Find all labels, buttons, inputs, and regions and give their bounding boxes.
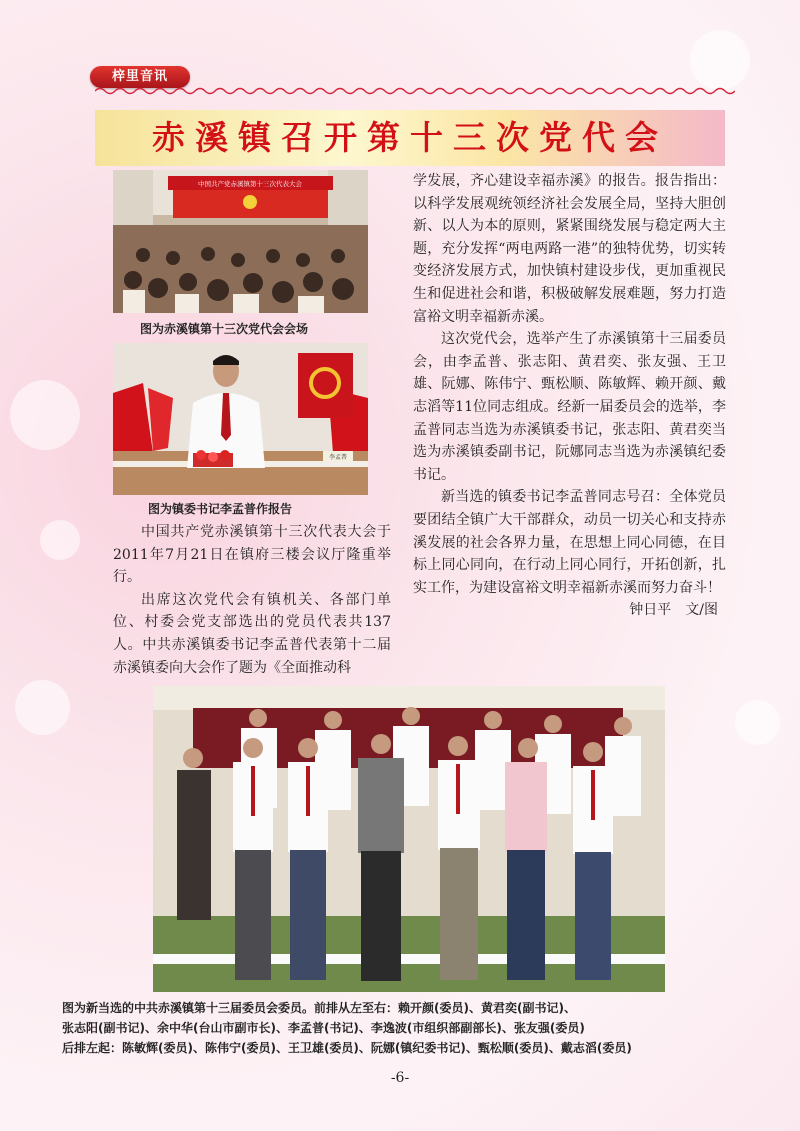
wave-divider — [95, 86, 735, 96]
article-left-column — [113, 521, 391, 679]
background-bubble — [735, 700, 780, 745]
page-number: -6- — [390, 1070, 410, 1086]
background-bubble — [690, 30, 750, 90]
article-title: 赤溪镇召开第十三次党代会 — [152, 118, 668, 157]
section-tag: 梓里音讯 — [90, 66, 190, 88]
article-paragraph: 这次党代会，选举产生了赤溪镇第十三届委员会，由李孟普、张志阳、黄君奕、张友强、王卫雄、阮娜、陈伟宁、甄松顺、陈敏辉、赖开颜、戴志滔等11位同志组成。经新一届委员会的选举，李孟普同志当选为赤溪镇委书记，张志阳、黄君奕当选为赤溪镇委副书记，阮娜同志当选为赤溪镇纪委书记。 — [413, 331, 726, 483]
background-bubble — [40, 520, 80, 560]
group-photo-caption — [62, 998, 742, 1058]
article-right-column — [413, 170, 726, 622]
caption-line: 图为新当选的中共赤溪镇第十三届委员会委员。前排从左至右：赖开颜(委员)、黄君奕(副书记)、 — [62, 1001, 576, 1015]
title-banner — [95, 110, 725, 166]
photo1-caption: 图为赤溪镇第十三次党代会会场 — [140, 322, 309, 336]
article-paragraph: 出席这次党代会有镇机关、各部门单位、村委会党支部选出的党员代表共137人。中共赤溪镇委书记李孟普代表第十二届赤溪镇委向大会作了题为《全面推动科 — [113, 591, 391, 676]
speaker-nameplate: 李孟普 — [328, 454, 348, 461]
article-paragraph: 中国共产党赤溪镇第十三次代表大会于2011年7月21日在镇府三楼会议厅隆重举行。 — [113, 524, 391, 586]
photo2-caption: 图为镇委书记李孟普作报告 — [148, 502, 293, 516]
meeting-hall-photo — [113, 170, 368, 313]
speaker-photo — [113, 343, 368, 495]
caption-line: 后排左起：陈敏辉(委员)、陈伟宁(委员)、王卫雄(委员)、阮娜(镇纪委书记)、甄松顺(委员)、戴志滔(委员) — [62, 1041, 632, 1055]
committee-group-photo — [153, 686, 665, 992]
background-bubble — [10, 380, 80, 450]
caption-line: 张志阳(副书记)、余中华(台山市副市长)、李孟普(书记)、李逸波(市组织部副部长)、张友强(委员) — [62, 1021, 585, 1035]
article-paragraph: 新当选的镇委书记李孟普同志号召：全体党员要团结全镇广大干部群众，动员一切关心和支持赤溪发展的社会各界力量，在思想上同心同德，在目标上同心同向，在行动上同心同行，开拓创新，扎实工作，为建设富裕文明幸福新赤溪而努力奋斗！ — [413, 489, 726, 596]
hall-banner-text: 中国共产党赤溪镇第十三次代表大会 — [198, 180, 302, 188]
article-paragraph-continued: 学发展，齐心建设幸福赤溪》的报告。报告指出：以科学发展观统领经济社会发展全局，坚持大胆创新、以人为本的原则，紧紧围绕发展与稳定两大主题，充分发挥“两电两路一港”的独特优势，切实转变经济发展方式，加快镇村建设步伐，更加重视民生和促进社会和谐，积极破解发展难题，努力打造富裕文明幸福新赤溪。 — [413, 173, 726, 325]
background-bubble — [15, 680, 70, 735]
byline: 钟日平 文/图 — [629, 602, 718, 619]
